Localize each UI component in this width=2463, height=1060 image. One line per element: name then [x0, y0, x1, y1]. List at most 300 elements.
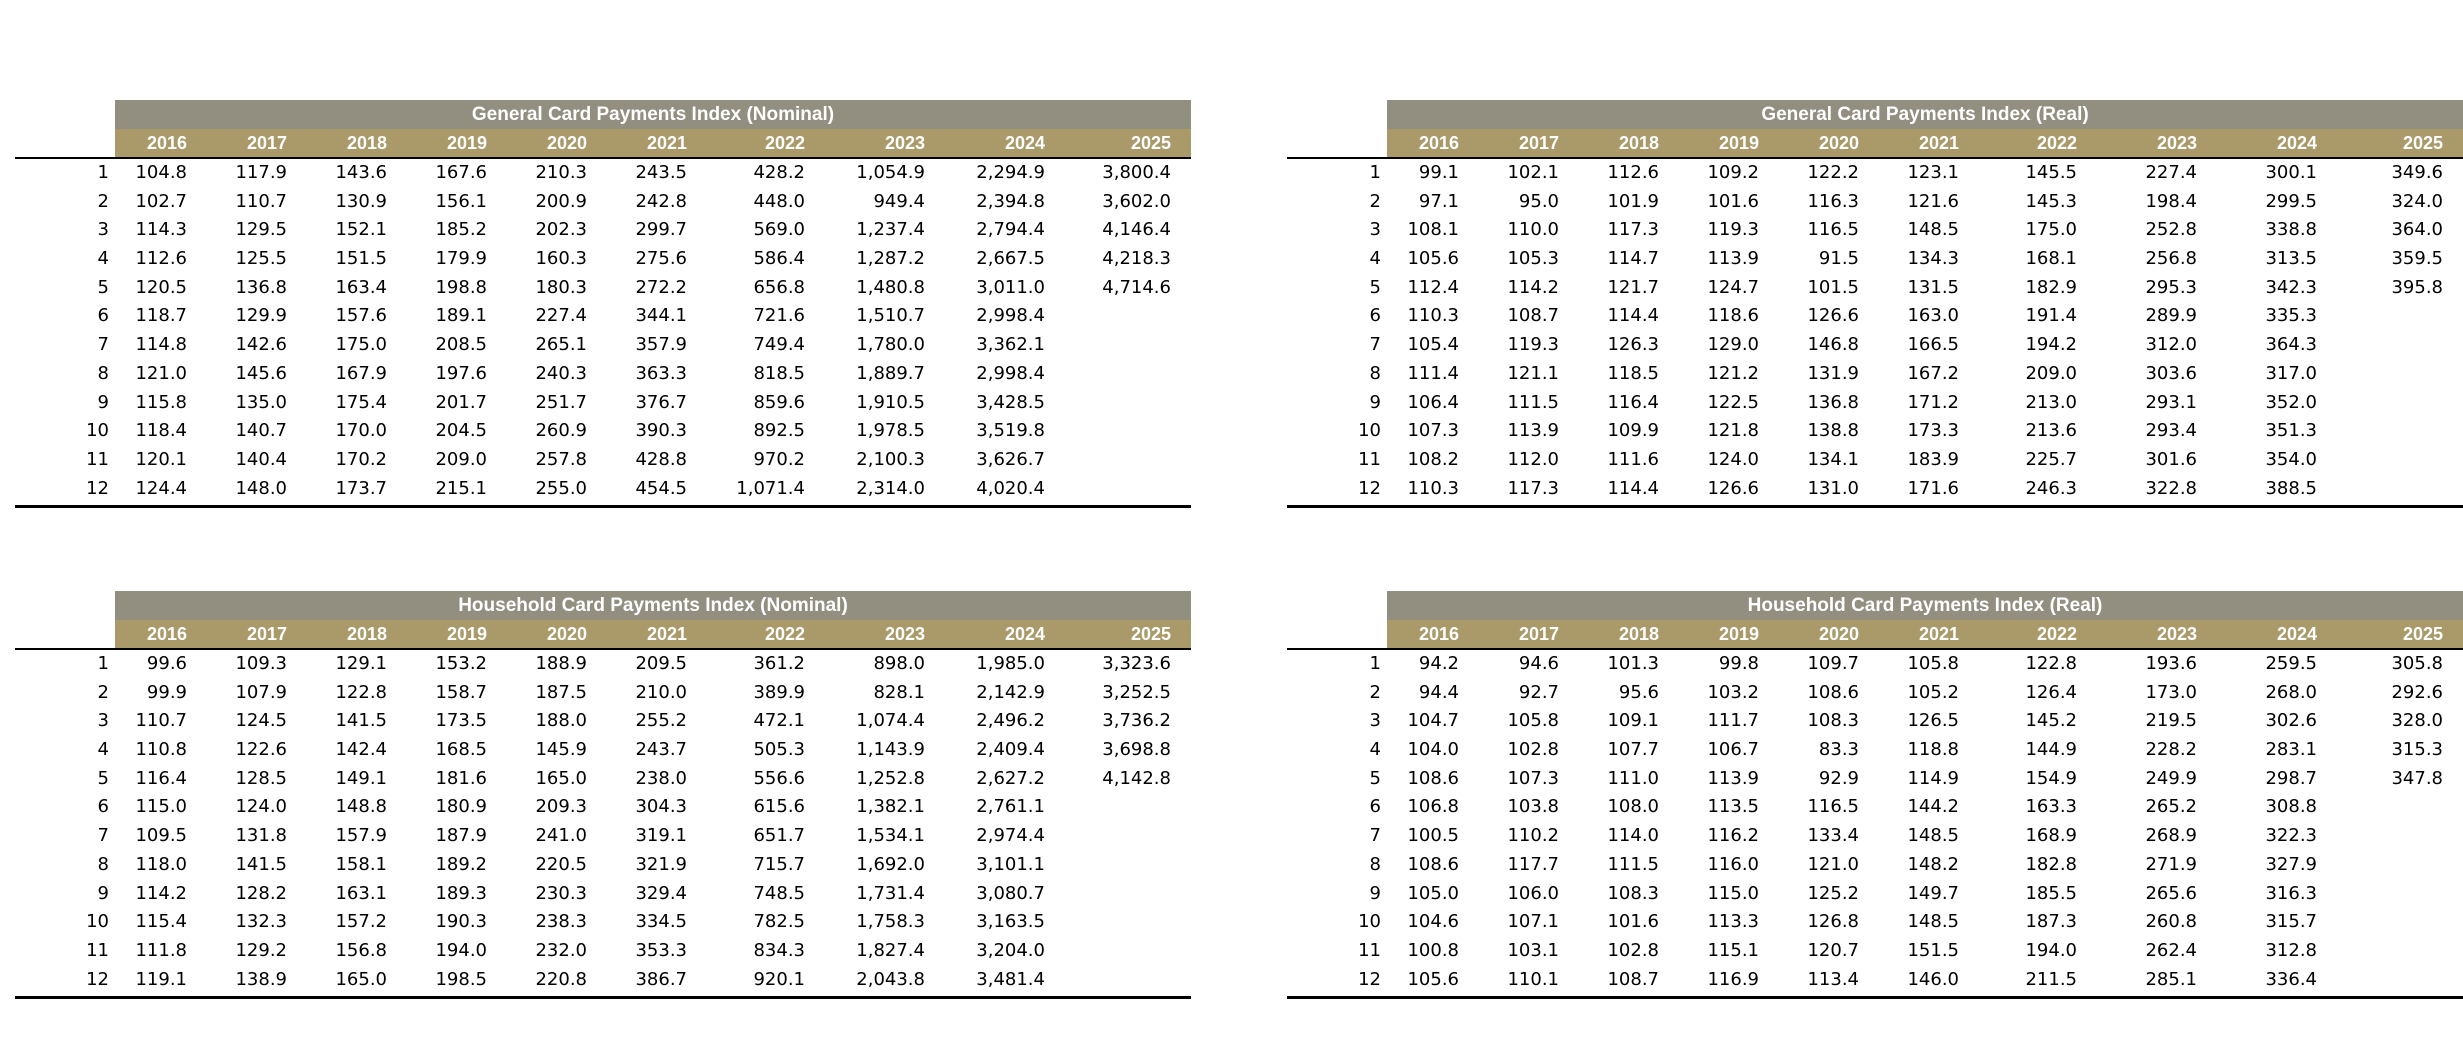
table-cell: 1,480.8	[856, 276, 925, 298]
year-header: 2023	[2156, 133, 2197, 153]
table-cell: 118.5	[1607, 362, 1659, 384]
table-cell	[2317, 446, 2443, 475]
table-cell: 243.7	[635, 739, 687, 761]
table-cell: 230.3	[535, 882, 587, 904]
table-row	[15, 389, 1191, 418]
table-cell: 3,698.8	[1102, 739, 1171, 761]
row-label: 5	[97, 767, 109, 789]
table-cell: 181.6	[435, 767, 487, 789]
table-row	[1287, 966, 2463, 995]
table-cell: 1,382.1	[856, 796, 925, 818]
table-cell: 211.5	[2025, 968, 2077, 990]
table-cell: 243.5	[635, 162, 687, 183]
table-cell: 113.4	[1807, 968, 1859, 990]
table-cell: 313.5	[2265, 248, 2317, 270]
table-cell: 108.3	[1807, 710, 1859, 732]
table-cell: 312.0	[2145, 334, 2197, 356]
year-header: 2018	[346, 133, 387, 153]
table-cell	[2317, 417, 2443, 446]
table-cell: 364.0	[2391, 219, 2443, 241]
table-cell: 131.9	[1807, 362, 1859, 384]
table-cell: 116.9	[1707, 968, 1759, 990]
table-cell: 3,362.1	[976, 334, 1045, 356]
year-header: 2020	[546, 624, 587, 644]
table-cell: 227.4	[535, 305, 587, 327]
table-cell: 1,054.9	[856, 162, 925, 183]
table-cell: 129.0	[1707, 334, 1759, 356]
table-cell: 241.0	[535, 825, 587, 847]
table-title-row	[15, 100, 1191, 129]
table-cell: 238.0	[635, 767, 687, 789]
table-cell: 201.7	[435, 391, 487, 413]
table-cell: 94.6	[1518, 653, 1559, 674]
year-header: 2021	[646, 624, 687, 644]
table-cell: 145.2	[2025, 710, 2077, 732]
table-row	[15, 650, 1191, 679]
table-cell: 116.5	[1807, 796, 1859, 818]
table-cell: 3,204.0	[976, 939, 1045, 961]
table-cell: 111.0	[1607, 767, 1659, 789]
table-cell: 344.1	[635, 305, 687, 327]
table-cell: 1,287.2	[856, 248, 925, 270]
table-cell: 194.2	[2025, 334, 2077, 356]
table-cell: 322.8	[2145, 477, 2197, 499]
table-cell: 292.6	[2391, 681, 2443, 703]
table-cell: 148.2	[1907, 853, 1959, 875]
table-cell: 109.3	[235, 653, 287, 674]
table-cell	[2317, 331, 2443, 360]
table-title-row	[15, 591, 1191, 620]
table-cell: 748.5	[753, 882, 805, 904]
table-cell: 121.0	[135, 362, 187, 384]
table-cell: 257.8	[535, 448, 587, 470]
table-cell: 115.0	[1707, 882, 1759, 904]
table-cell: 145.6	[235, 362, 287, 384]
year-header: 2020	[546, 133, 587, 153]
table-cell: 260.9	[535, 420, 587, 442]
table-cell: 299.7	[635, 219, 687, 241]
table-cell: 175.0	[2025, 219, 2077, 241]
table-cell: 271.9	[2145, 853, 2197, 875]
table-cell: 126.6	[1807, 305, 1859, 327]
table-cell: 209.5	[635, 653, 687, 674]
table-cell: 315.7	[2265, 911, 2317, 933]
table-cell: 322.3	[2265, 825, 2317, 847]
table-cell: 101.5	[1807, 276, 1859, 298]
table-body	[1287, 650, 2463, 999]
table-cell: 300.1	[2265, 162, 2317, 183]
year-header: 2022	[2036, 133, 2077, 153]
table-cell: 165.0	[335, 968, 387, 990]
table-cell: 1,978.5	[856, 420, 925, 442]
table-cell: 99.9	[146, 681, 187, 703]
table-cell: 586.4	[753, 248, 805, 270]
table-cell: 289.9	[2145, 305, 2197, 327]
table-cell: 898.0	[873, 653, 925, 674]
table-cell: 246.3	[2025, 477, 2077, 499]
table-cell: 145.5	[2025, 162, 2077, 183]
row-label: 8	[97, 362, 109, 384]
table-cell: 101.6	[1707, 190, 1759, 212]
table-cell: 102.7	[135, 190, 187, 212]
table-cell: 163.1	[335, 882, 387, 904]
table-row	[1287, 216, 2463, 245]
row-label: 10	[86, 911, 109, 933]
table-cell: 160.3	[535, 248, 587, 270]
row-label: 10	[86, 420, 109, 442]
table-cell: 99.6	[146, 653, 187, 674]
table-cell: 189.3	[435, 882, 487, 904]
table-row	[1287, 822, 2463, 851]
table-cell: 156.1	[435, 190, 487, 212]
table-cell: 122.2	[1807, 162, 1859, 183]
table-cell: 301.6	[2145, 448, 2197, 470]
table-cell: 2,794.4	[976, 219, 1045, 241]
table-cell: 95.6	[1618, 681, 1659, 703]
table-cell: 91.5	[1818, 248, 1859, 270]
table-cell: 556.6	[753, 767, 805, 789]
row-label: 12	[86, 477, 109, 499]
table-cell	[1045, 475, 1171, 504]
table-cell: 2,998.4	[976, 305, 1045, 327]
table-cell: 110.3	[1407, 305, 1459, 327]
row-label: 8	[97, 853, 109, 875]
table-cell: 351.3	[2265, 420, 2317, 442]
table-cell: 108.6	[1407, 767, 1459, 789]
table-cell: 114.0	[1607, 825, 1659, 847]
table-cell: 107.3	[1407, 420, 1459, 442]
table-cell: 110.7	[135, 710, 187, 732]
table-cell: 111.5	[1507, 391, 1559, 413]
table-cell: 173.7	[335, 477, 387, 499]
table-cell: 104.7	[1407, 710, 1459, 732]
table-cell: 232.0	[535, 939, 587, 961]
table-row	[15, 360, 1191, 389]
table-cell: 109.5	[135, 825, 187, 847]
table-cell: 3,163.5	[976, 911, 1045, 933]
table-cell: 227.4	[2145, 162, 2197, 183]
row-label: 1	[1369, 653, 1381, 674]
table-cell: 132.3	[235, 911, 287, 933]
table-cell: 126.3	[1607, 334, 1659, 356]
year-header: 2024	[1004, 133, 1045, 153]
table-cell: 148.0	[235, 477, 287, 499]
table-cell: 101.3	[1607, 653, 1659, 674]
table-cell: 1,692.0	[856, 853, 925, 875]
table-cell: 138.9	[235, 968, 287, 990]
table-cell: 142.6	[235, 334, 287, 356]
table-cell: 182.8	[2025, 853, 2077, 875]
table-cell: 198.8	[435, 276, 487, 298]
row-label: 8	[1369, 362, 1381, 384]
table-row	[1287, 793, 2463, 822]
table-cell: 180.9	[435, 796, 487, 818]
table-cell: 3,080.7	[976, 882, 1045, 904]
table-cell: 200.9	[535, 190, 587, 212]
table-row	[15, 851, 1191, 880]
table-cell	[2317, 302, 2443, 331]
row-label: 4	[1369, 739, 1381, 761]
row-label: 3	[97, 710, 109, 732]
table-cell: 2,667.5	[976, 248, 1045, 270]
table-cell: 210.0	[635, 681, 687, 703]
table-cell: 312.8	[2265, 939, 2317, 961]
table-cell: 157.2	[335, 911, 387, 933]
table-cell: 364.3	[2265, 334, 2317, 356]
table-cell	[1045, 331, 1171, 360]
table-cell: 1,252.8	[856, 767, 925, 789]
table-cell	[2317, 966, 2443, 995]
table-cell: 3,800.4	[1102, 162, 1171, 183]
table-cell: 180.3	[535, 276, 587, 298]
table-cell: 102.8	[1607, 939, 1659, 961]
table-row	[15, 417, 1191, 446]
year-header: 2016	[1418, 624, 1459, 644]
table-cell: 122.6	[235, 739, 287, 761]
table-cell: 104.6	[1407, 911, 1459, 933]
table-cell: 2,761.1	[976, 796, 1045, 818]
table-cell: 167.9	[335, 362, 387, 384]
table-cell: 255.0	[535, 477, 587, 499]
table-row	[1287, 908, 2463, 937]
table-row	[1287, 245, 2463, 274]
table-cell: 128.2	[235, 882, 287, 904]
table-cell: 265.2	[2145, 796, 2197, 818]
table-cell: 2,314.0	[856, 477, 925, 499]
table-cell: 157.6	[335, 305, 387, 327]
table-cell: 569.0	[753, 219, 805, 241]
row-label: 2	[97, 190, 109, 212]
table-cell	[2317, 475, 2443, 504]
table-cell: 228.2	[2145, 739, 2197, 761]
table-cell: 329.4	[635, 882, 687, 904]
table-cell: 117.7	[1507, 853, 1559, 875]
table-row	[15, 274, 1191, 303]
table-cell: 189.1	[435, 305, 487, 327]
table-cell: 304.3	[635, 796, 687, 818]
table-cell: 293.1	[2145, 391, 2197, 413]
row-label: 9	[97, 882, 109, 904]
index-table	[1287, 100, 2463, 508]
table-cell: 108.0	[1607, 796, 1659, 818]
table-cell	[1045, 360, 1171, 389]
year-header: 2019	[1718, 624, 1759, 644]
row-label: 3	[1369, 710, 1381, 732]
table-cell: 111.6	[1607, 448, 1659, 470]
table-cell: 3,101.1	[976, 853, 1045, 875]
table-cell: 359.5	[2391, 248, 2443, 270]
table-cell: 834.3	[753, 939, 805, 961]
table-cell: 334.5	[635, 911, 687, 933]
table-cell: 259.5	[2265, 653, 2317, 674]
table-cell: 142.4	[335, 739, 387, 761]
table-cell: 104.0	[1407, 739, 1459, 761]
table-row	[1287, 331, 2463, 360]
table-title: Household Card Payments Index (Real)	[1387, 591, 2463, 620]
table-row	[1287, 360, 2463, 389]
table-row	[1287, 274, 2463, 303]
table-cell: 175.0	[335, 334, 387, 356]
table-cell: 3,323.6	[1102, 653, 1171, 674]
table-cell: 117.9	[235, 162, 287, 183]
table-cell: 472.1	[753, 710, 805, 732]
table-cell: 97.1	[1418, 190, 1459, 212]
table-cell: 105.8	[1907, 653, 1959, 674]
table-cell: 2,974.4	[976, 825, 1045, 847]
table-row	[1287, 736, 2463, 765]
table-cell: 327.9	[2265, 853, 2317, 875]
table-cell: 117.3	[1507, 477, 1559, 499]
table-cell: 1,071.4	[736, 477, 805, 499]
table-cell: 136.8	[235, 276, 287, 298]
table-cell: 428.2	[753, 162, 805, 183]
row-label: 8	[1369, 853, 1381, 875]
year-header: 2018	[1618, 133, 1659, 153]
table-cell: 428.8	[635, 448, 687, 470]
table-cell: 113.9	[1507, 420, 1559, 442]
table-cell: 168.9	[2025, 825, 2077, 847]
table-cell: 92.7	[1518, 681, 1559, 703]
table-cell: 121.2	[1707, 362, 1759, 384]
table-cell: 255.2	[635, 710, 687, 732]
table-cell: 1,780.0	[856, 334, 925, 356]
table-row	[15, 937, 1191, 966]
table-cell: 131.5	[1907, 276, 1959, 298]
row-label: 4	[1369, 248, 1381, 270]
row-label: 4	[97, 739, 109, 761]
table-cell	[2317, 937, 2443, 966]
row-label: 4	[97, 248, 109, 270]
table-cell: 1,510.7	[856, 305, 925, 327]
index-table	[15, 591, 1191, 999]
table-cell: 386.7	[635, 968, 687, 990]
table-cell: 2,409.4	[976, 739, 1045, 761]
table-cell: 4,146.4	[1102, 219, 1171, 241]
table-cell: 118.0	[135, 853, 187, 875]
table-row	[15, 908, 1191, 937]
table-cell: 353.3	[635, 939, 687, 961]
table-cell: 107.9	[235, 681, 287, 703]
table-cell	[1045, 417, 1171, 446]
table-cell: 100.8	[1407, 939, 1459, 961]
year-header: 2017	[246, 133, 287, 153]
table-cell: 143.6	[335, 162, 387, 183]
table-cell: 125.5	[235, 248, 287, 270]
table-row	[1287, 707, 2463, 736]
table-cell: 144.2	[1907, 796, 1959, 818]
table-cell: 949.4	[873, 190, 925, 212]
table-cell: 112.4	[1407, 276, 1459, 298]
table-title: General Card Payments Index (Real)	[1387, 100, 2463, 129]
table-cell: 302.6	[2265, 710, 2317, 732]
table-row	[15, 331, 1191, 360]
table-cell: 102.1	[1507, 162, 1559, 183]
table-cell: 305.8	[2391, 653, 2443, 674]
year-header: 2019	[446, 624, 487, 644]
table-cell: 168.5	[435, 739, 487, 761]
table-cell: 117.3	[1607, 219, 1659, 241]
table-cell: 209.0	[2025, 362, 2077, 384]
table-cell: 4,218.3	[1102, 248, 1171, 270]
table-cell: 115.0	[135, 796, 187, 818]
table-cell: 114.2	[1507, 276, 1559, 298]
year-header: 2017	[246, 624, 287, 644]
table-cell: 108.7	[1507, 305, 1559, 327]
table-cell: 189.2	[435, 853, 487, 875]
table-cell	[1045, 446, 1171, 475]
table-cell: 168.1	[2025, 248, 2077, 270]
table-cell: 179.9	[435, 248, 487, 270]
table-cell: 395.8	[2391, 276, 2443, 298]
table-cell: 116.4	[135, 767, 187, 789]
row-label: 1	[97, 162, 109, 183]
table-cell: 131.0	[1807, 477, 1859, 499]
table-cell: 152.1	[335, 219, 387, 241]
table-cell: 3,252.5	[1102, 681, 1171, 703]
year-header: 2022	[2036, 624, 2077, 644]
table-cell: 293.4	[2145, 420, 2197, 442]
table-cell	[1045, 389, 1171, 418]
table-cell: 107.1	[1507, 911, 1559, 933]
table-cell: 119.1	[135, 968, 187, 990]
table-cell: 124.5	[235, 710, 287, 732]
table-cell: 2,998.4	[976, 362, 1045, 384]
table-cell: 336.4	[2265, 968, 2317, 990]
table-cell	[2317, 908, 2443, 937]
table-cell: 317.0	[2265, 362, 2317, 384]
table-cell: 193.6	[2145, 653, 2197, 674]
table-cell: 213.6	[2025, 420, 2077, 442]
table-cell: 144.9	[2025, 739, 2077, 761]
table-cell: 262.4	[2145, 939, 2197, 961]
table-cell: 106.7	[1707, 739, 1759, 761]
table-cell: 136.8	[1807, 391, 1859, 413]
table-cell: 970.2	[753, 448, 805, 470]
table-cell: 106.0	[1507, 882, 1559, 904]
table-cell	[2317, 360, 2443, 389]
table-cell: 4,714.6	[1102, 276, 1171, 298]
row-label: 11	[86, 448, 109, 470]
table-cell: 120.7	[1807, 939, 1859, 961]
table-cell: 108.1	[1407, 219, 1459, 241]
table-cell	[1045, 880, 1171, 909]
row-label: 9	[1369, 882, 1381, 904]
year-header-row	[15, 129, 1191, 159]
table-row	[1287, 417, 2463, 446]
year-header: 2016	[1418, 133, 1459, 153]
table-cell: 105.0	[1407, 882, 1459, 904]
table-cell: 149.1	[335, 767, 387, 789]
table-cell: 104.8	[135, 162, 187, 183]
year-header: 2017	[1518, 624, 1559, 644]
table-cell: 187.9	[435, 825, 487, 847]
table-cell: 171.2	[1907, 391, 1959, 413]
table-cell: 3,736.2	[1102, 710, 1171, 732]
row-label: 1	[97, 653, 109, 674]
table-cell: 240.3	[535, 362, 587, 384]
table-cell: 3,626.7	[976, 448, 1045, 470]
table-cell: 173.3	[1907, 420, 1959, 442]
table-cell: 213.0	[2025, 391, 2077, 413]
table-cell: 225.7	[2025, 448, 2077, 470]
table-cell: 158.1	[335, 853, 387, 875]
table-cell: 94.2	[1418, 653, 1459, 674]
table-cell: 92.9	[1818, 767, 1859, 789]
table-cell	[1045, 966, 1171, 995]
table-cell: 129.9	[235, 305, 287, 327]
table-row	[15, 966, 1191, 995]
table-row	[15, 880, 1191, 909]
